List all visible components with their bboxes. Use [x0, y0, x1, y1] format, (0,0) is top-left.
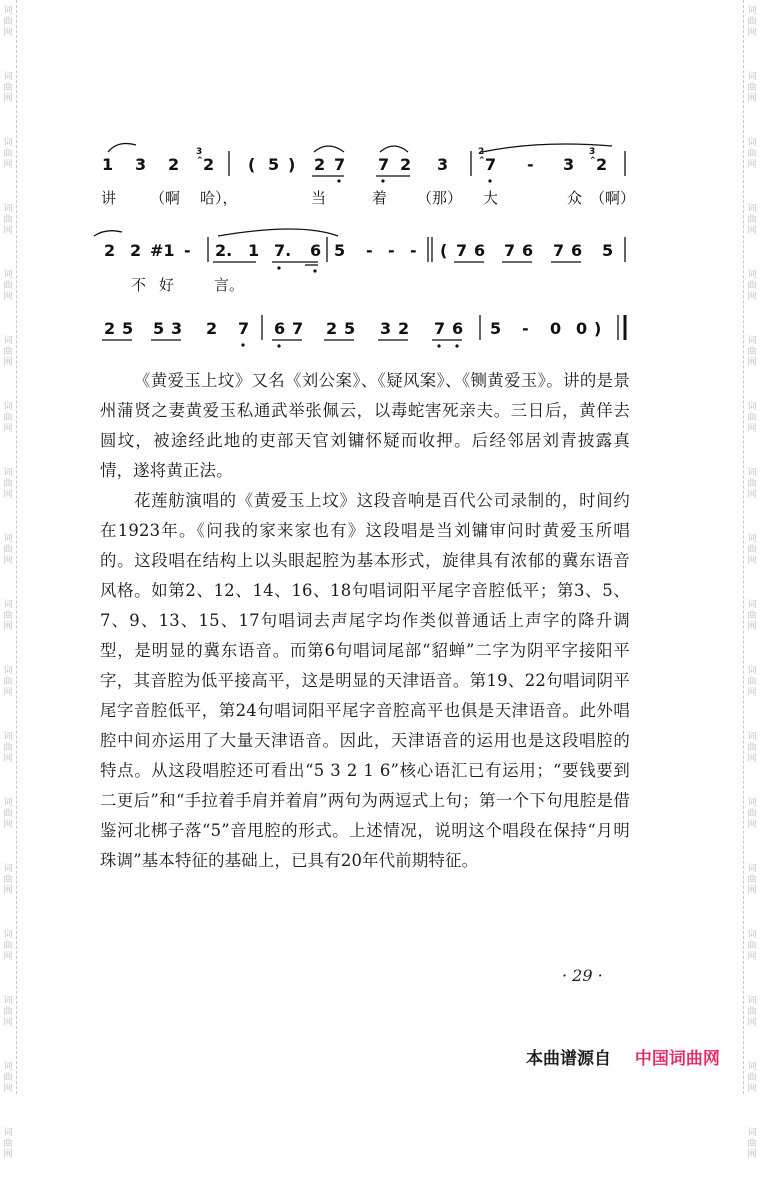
watermark-char: 词 — [747, 1062, 757, 1072]
watermark-group — [744, 594, 760, 660]
svg-text:2.: 2. — [215, 241, 233, 260]
watermark-char: 曲 — [747, 215, 757, 225]
watermark-char: 网 — [747, 688, 757, 698]
svg-text:-: - — [388, 241, 395, 260]
watermark-char: 网 — [3, 94, 13, 104]
watermark-char: 曲 — [3, 677, 13, 687]
watermark-char: 词 — [3, 72, 13, 82]
svg-text:6: 6 — [310, 241, 322, 260]
score-line-1-lyrics — [101, 189, 635, 207]
watermark-group — [0, 594, 16, 660]
watermark-char: 曲 — [747, 149, 757, 159]
watermark-char: 网 — [3, 622, 13, 632]
watermark-char: 词 — [3, 930, 13, 940]
svg-text:): ) — [594, 319, 602, 338]
watermark-char: 网 — [747, 226, 757, 236]
watermark-char: 网 — [3, 952, 13, 962]
watermark-char: 词 — [3, 204, 13, 214]
watermark-group — [744, 660, 760, 726]
watermark-char: 曲 — [747, 479, 757, 489]
watermark-char: 网 — [747, 754, 757, 764]
watermark-char: 网 — [3, 820, 13, 830]
svg-text:3: 3 — [171, 319, 183, 338]
watermark-char: 曲 — [3, 611, 13, 621]
svg-text:⌃: ⌃ — [196, 156, 204, 166]
svg-text:#1: #1 — [150, 241, 175, 260]
svg-text:众: 众 — [567, 189, 583, 207]
svg-text:6: 6 — [452, 319, 464, 338]
svg-text:不: 不 — [131, 276, 147, 294]
watermark-char: 网 — [747, 94, 757, 104]
watermark-char: 网 — [3, 292, 13, 302]
paragraph-analysis: 花莲舫演唱的《黄爱玉上坟》这段音响是百代公司录制的，时间约在1923年。《问我的家来家也有》这段唱是当刘镛审问时黄爱玉所唱的。这段唱在结构上以头眼起腔为基本形式，旋律具有浓郁的冀东语音风格。如第2、12、14、16、18句唱词阳平尾字音腔低平；第3、5、7、9、13、15、17句唱词去声尾字均作类似普通话上声字的降升调型，是明显的冀东语音。而第6句唱词尾部“貂蝉”二字为阴平字接阳平字，其音腔为低平接高平，这是明显的天津语音。第19、22句唱词阴平尾字音腔低平，第24句唱词阳平尾字音腔高平也俱是天津语音。此外唱腔中间亦运用了大量天津语音。因此，天津语音的运用也是这段唱腔的特点。从这段唱腔还可看出“5 3 2 1 6”核心语汇已有运用；“要钱要到二更后”和“手拉着手肩并着肩”两句为两逗式上句；第一个下句甩腔是借鉴河北梆子落“5”音甩腔的形式。上述情况，说明这个唱段在保持“月明珠调”基本特征的基础上，已具有20年代前期特征。 — [100, 491, 630, 870]
score-line-2-notes — [104, 237, 625, 273]
watermark-char: 网 — [747, 28, 757, 38]
watermark-char: 词 — [3, 732, 13, 742]
watermark-char: 曲 — [3, 281, 13, 291]
svg-text:2: 2 — [203, 155, 215, 174]
watermark-char: 词 — [747, 204, 757, 214]
watermark-group — [744, 924, 760, 990]
watermark-group — [0, 990, 16, 1056]
watermark-group — [744, 1056, 760, 1122]
watermark-char: 网 — [747, 556, 757, 566]
svg-text:7: 7 — [238, 319, 250, 338]
watermark-char: 词 — [3, 336, 13, 346]
watermark-char: 网 — [747, 820, 757, 830]
svg-text:3: 3 — [563, 155, 575, 174]
watermark-char: 曲 — [3, 1007, 13, 1017]
watermark-char: 词 — [747, 336, 757, 346]
watermark-char: 网 — [747, 424, 757, 434]
watermark-char: 词 — [3, 798, 13, 808]
svg-text:7: 7 — [378, 155, 390, 174]
watermark-char: 曲 — [747, 743, 757, 753]
svg-text:(: ( — [440, 241, 448, 260]
svg-text:2: 2 — [104, 241, 116, 260]
svg-text:言。: 言。 — [214, 276, 245, 294]
watermark-group — [0, 858, 16, 924]
svg-text:6: 6 — [274, 319, 286, 338]
svg-text:（啊）: （啊） — [590, 189, 636, 207]
svg-text:7.: 7. — [274, 241, 292, 260]
watermark-char: 词 — [3, 6, 13, 16]
watermark-char: 网 — [747, 886, 757, 896]
watermark-char: 网 — [3, 28, 13, 38]
source-site-link[interactable]: 中国词曲网 — [634, 1049, 720, 1069]
watermark-char: 网 — [747, 952, 757, 962]
watermark-char: 曲 — [3, 17, 13, 27]
watermark-char: 曲 — [747, 545, 757, 555]
svg-text:2: 2 — [206, 319, 218, 338]
watermark-char: 词 — [3, 864, 13, 874]
svg-text:-: - — [410, 241, 417, 260]
svg-text:5: 5 — [344, 319, 356, 338]
score-line-1-notes — [102, 147, 625, 183]
watermark-char: 曲 — [3, 1073, 13, 1083]
watermark-char: 网 — [3, 160, 13, 170]
watermark-char: 词 — [3, 996, 13, 1006]
watermark-char: 曲 — [3, 347, 13, 357]
watermark-char: 曲 — [3, 875, 13, 885]
svg-text:(: ( — [248, 155, 256, 174]
watermark-char: 曲 — [747, 1073, 757, 1083]
watermark-char: 词 — [747, 468, 757, 478]
watermark-char: 曲 — [3, 413, 13, 423]
watermark-char: 网 — [3, 886, 13, 896]
svg-text:0: 0 — [550, 319, 562, 338]
jianpu-score — [0, 0, 760, 360]
watermark-char: 词 — [747, 600, 757, 610]
watermark-char: 曲 — [3, 809, 13, 819]
svg-text:讲: 讲 — [101, 189, 117, 207]
watermark-char: 网 — [747, 358, 757, 368]
svg-text:7: 7 — [456, 241, 468, 260]
svg-text:大: 大 — [483, 189, 499, 207]
svg-text:5: 5 — [268, 155, 280, 174]
watermark-char: 网 — [747, 292, 757, 302]
watermark-group — [0, 924, 16, 990]
svg-text:⌃: ⌃ — [589, 156, 597, 166]
watermark-char: 词 — [747, 666, 757, 676]
watermark-char: 曲 — [747, 611, 757, 621]
watermark-char: 词 — [3, 666, 13, 676]
watermark-char: 词 — [747, 996, 757, 1006]
svg-text:7: 7 — [553, 241, 565, 260]
svg-text:6: 6 — [474, 241, 486, 260]
svg-text:5: 5 — [490, 319, 502, 338]
watermark-char: 网 — [3, 1150, 13, 1160]
watermark-char: 曲 — [747, 677, 757, 687]
watermark-char: 网 — [747, 160, 757, 170]
watermark-group — [744, 792, 760, 858]
watermark-char: 曲 — [3, 1139, 13, 1149]
watermark-char: 曲 — [747, 17, 757, 27]
watermark-char: 词 — [747, 732, 757, 742]
source-label: 本曲谱源自 — [526, 1049, 611, 1069]
svg-text:0: 0 — [576, 319, 588, 338]
watermark-char: 网 — [747, 1084, 757, 1094]
svg-text:2: 2 — [400, 155, 412, 174]
watermark-char: 网 — [747, 1018, 757, 1028]
svg-text:哈），: 哈）， — [200, 189, 238, 207]
watermark-group — [744, 990, 760, 1056]
watermark-char: 曲 — [747, 1139, 757, 1149]
svg-text:3: 3 — [589, 147, 596, 157]
watermark-char: 词 — [747, 930, 757, 940]
svg-text:3: 3 — [437, 155, 449, 174]
svg-text:): ) — [288, 155, 296, 174]
watermark-char: 网 — [3, 556, 13, 566]
svg-text:2: 2 — [478, 147, 485, 157]
watermark-char: 词 — [3, 1128, 13, 1138]
watermark-char: 曲 — [3, 743, 13, 753]
watermark-char: 网 — [3, 490, 13, 500]
svg-text:7: 7 — [434, 319, 446, 338]
watermark-char: 曲 — [3, 215, 13, 225]
watermark-group — [744, 858, 760, 924]
watermark-group — [744, 528, 760, 594]
svg-text:当: 当 — [311, 189, 327, 207]
svg-text:3: 3 — [135, 155, 147, 174]
svg-text:-: - — [184, 241, 191, 260]
svg-text:6: 6 — [571, 241, 583, 260]
watermark-char: 曲 — [747, 941, 757, 951]
watermark-group — [744, 1122, 760, 1188]
watermark-char: 词 — [3, 1062, 13, 1072]
paragraph-synopsis: 《黄爱玉上坟》又名《刘公案》、《疑风案》、《铡黄爱玉》。讲的是景州蒲贤之妻黄爱玉私通武举张佩云，以毒蛇害死亲夫。三日后，黄佯去圆坟，被途经此地的吏部天官刘镛怀疑而收押。后经邻居刘青披露真情，遂将黄正法。 — [100, 371, 630, 480]
watermark-char: 网 — [747, 622, 757, 632]
svg-text:（啊: （啊 — [150, 189, 181, 207]
watermark-char: 词 — [747, 6, 757, 16]
svg-text:2: 2 — [314, 155, 326, 174]
score-line-3-notes — [102, 315, 625, 348]
watermark-char: 网 — [3, 358, 13, 368]
svg-text:5: 5 — [602, 241, 614, 260]
svg-text:5: 5 — [153, 319, 165, 338]
watermark-group — [0, 462, 16, 528]
watermark-group — [744, 396, 760, 462]
watermark-char: 网 — [3, 424, 13, 434]
svg-text:6: 6 — [522, 241, 534, 260]
svg-text:着: 着 — [372, 189, 388, 207]
score-line-1 — [108, 144, 612, 152]
watermark-char: 曲 — [747, 83, 757, 93]
svg-text:2: 2 — [168, 155, 180, 174]
watermark-char: 网 — [3, 754, 13, 764]
watermark-group — [0, 792, 16, 858]
svg-text:7: 7 — [292, 319, 304, 338]
svg-text:5: 5 — [122, 319, 134, 338]
svg-text:⌃: ⌃ — [478, 156, 486, 166]
watermark-char: 词 — [747, 798, 757, 808]
source-credit — [526, 1044, 720, 1069]
svg-text:3: 3 — [196, 147, 203, 157]
svg-text:1: 1 — [248, 241, 260, 260]
watermark-char: 词 — [747, 864, 757, 874]
watermark-group — [744, 726, 760, 792]
watermark-group — [0, 528, 16, 594]
watermark-group — [0, 726, 16, 792]
watermark-char: 词 — [3, 402, 13, 412]
svg-text:2: 2 — [596, 155, 608, 174]
watermark-char: 词 — [747, 1128, 757, 1138]
watermark-char: 曲 — [747, 875, 757, 885]
watermark-char: 曲 — [3, 545, 13, 555]
watermark-char: 曲 — [747, 281, 757, 291]
svg-text:2: 2 — [398, 319, 410, 338]
watermark-char: 网 — [747, 490, 757, 500]
svg-text:（那）: （那） — [417, 189, 463, 207]
watermark-char: 网 — [3, 688, 13, 698]
watermark-group — [0, 396, 16, 462]
score-line-2-lyrics — [131, 276, 244, 294]
watermark-char: 曲 — [3, 479, 13, 489]
watermark-char: 词 — [3, 600, 13, 610]
watermark-char: 曲 — [3, 149, 13, 159]
watermark-char: 曲 — [747, 413, 757, 423]
svg-text:3: 3 — [380, 319, 392, 338]
svg-text:2: 2 — [130, 241, 142, 260]
watermark-char: 曲 — [747, 809, 757, 819]
watermark-char: 曲 — [3, 83, 13, 93]
svg-text:-: - — [527, 155, 534, 174]
watermark-group — [0, 1056, 16, 1122]
watermark-char: 网 — [3, 226, 13, 236]
svg-text:-: - — [366, 241, 373, 260]
watermark-group — [744, 462, 760, 528]
watermark-char: 曲 — [3, 941, 13, 951]
body-text — [100, 366, 630, 876]
watermark-char: 曲 — [747, 347, 757, 357]
watermark-char: 词 — [3, 270, 13, 280]
watermark-char: 词 — [3, 534, 13, 544]
svg-text:7: 7 — [504, 241, 516, 260]
watermark-char: 网 — [747, 1150, 757, 1160]
svg-text:7: 7 — [334, 155, 346, 174]
watermark-char: 词 — [747, 402, 757, 412]
page-number: · 29 · — [562, 966, 603, 985]
watermark-char: 词 — [747, 72, 757, 82]
svg-text:5: 5 — [334, 241, 346, 260]
svg-text:7: 7 — [485, 155, 497, 174]
svg-text:2: 2 — [104, 319, 116, 338]
watermark-char: 网 — [3, 1018, 13, 1028]
svg-text:-: - — [522, 319, 529, 338]
watermark-char: 曲 — [747, 1007, 757, 1017]
svg-text:1: 1 — [102, 155, 114, 174]
watermark-char: 词 — [747, 138, 757, 148]
watermark-char: 网 — [3, 1084, 13, 1094]
svg-text:2: 2 — [326, 319, 338, 338]
watermark-char: 词 — [747, 270, 757, 280]
watermark-char: 词 — [747, 534, 757, 544]
watermark-char: 词 — [3, 468, 13, 478]
watermark-group — [0, 660, 16, 726]
svg-text:好: 好 — [159, 276, 175, 294]
watermark-char: 词 — [3, 138, 13, 148]
watermark-group — [0, 1122, 16, 1188]
